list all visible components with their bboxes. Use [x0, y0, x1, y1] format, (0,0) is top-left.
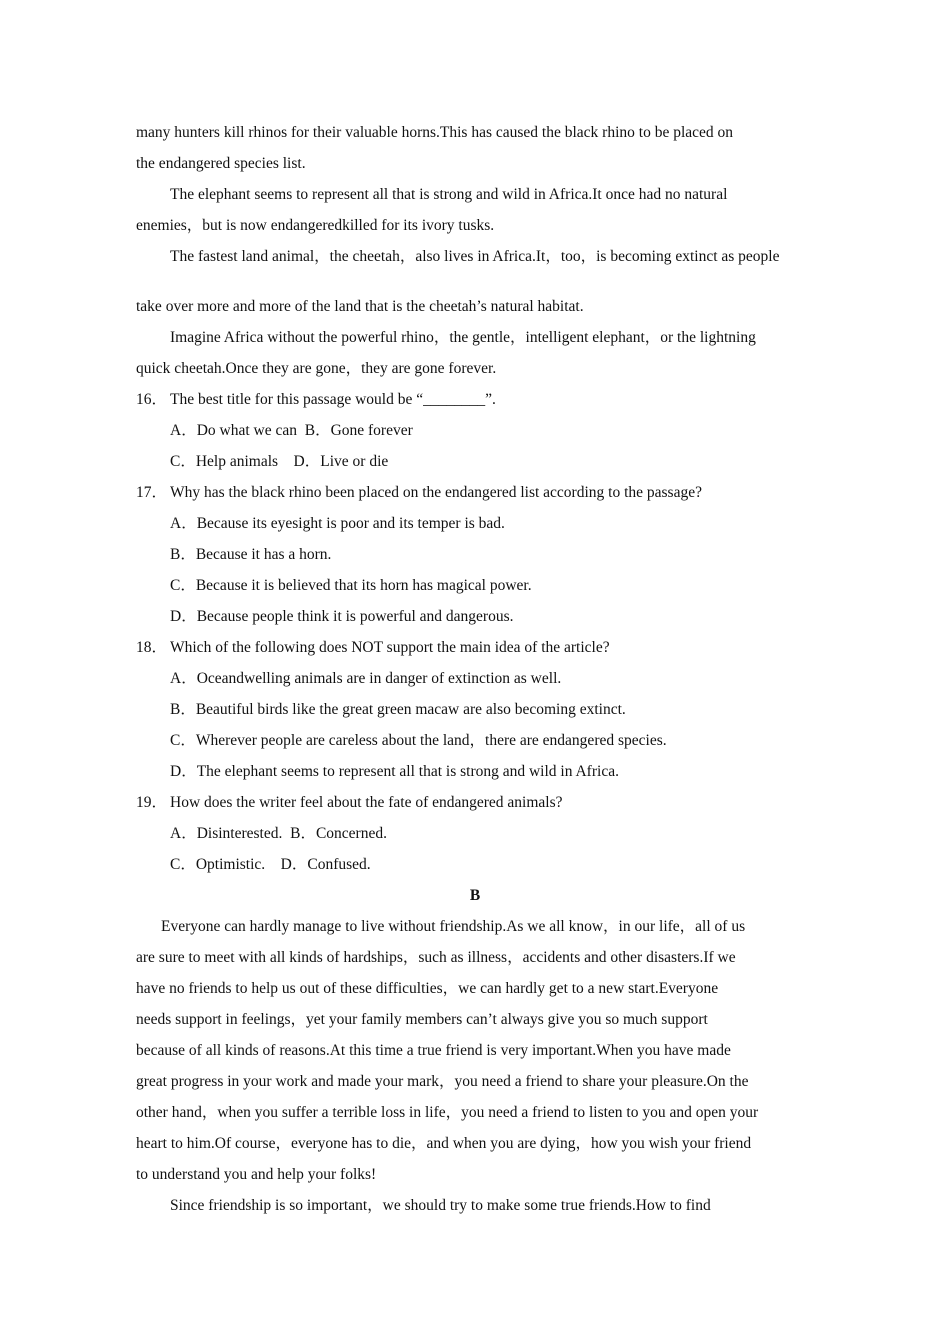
passage-b-line: needs support in feelings，yet your family members can’t always give you so much support: [136, 1011, 708, 1028]
passage-a-line: The fastest land animal，the cheetah，also lives in Africa.It，too，is becoming extinct as people: [170, 248, 780, 265]
question-option: B．Beautiful birds like the great green macaw are also becoming extinct.: [170, 701, 626, 718]
question-options-line: A．Do what we can B．Gone forever: [170, 422, 413, 439]
question-number: 16．: [136, 391, 168, 408]
passage-a-line: quick cheetah.Once they are gone，they are gone forever.: [136, 360, 497, 377]
section-heading: B: [469, 887, 481, 904]
passage-b-line: have no friends to help us out of these difficulties，we can hardly get to a new start.Everyone: [136, 980, 719, 997]
question-18: [136, 638, 610, 658]
question-option: A．Oceandwelling animals are in danger of extinction as well.: [170, 670, 562, 687]
question-option: B．Because it has a horn.: [170, 546, 332, 563]
passage-a-line: the endangered species list.: [136, 155, 306, 172]
question-number: 17．: [136, 484, 168, 501]
passage-b-line: Everyone can hardly manage to live without friendship.As we all know，in our life，all of us: [161, 918, 746, 935]
passage-b-line: great progress in your work and made your mark，you need a friend to share your pleasure.On the: [136, 1073, 749, 1090]
question-options-line: C．Help animals D．Live or die: [170, 453, 389, 470]
question-number: 18．: [136, 639, 168, 656]
question-option: D．Because people think it is powerful and dangerous.: [170, 608, 514, 625]
question-option: A．Because its eyesight is poor and its temper is bad.: [170, 515, 505, 532]
passage-b-line: heart to him.Of course，everyone has to die，and when you are dying，how you wish your friend: [136, 1135, 752, 1152]
passage-b-line: to understand you and help your folks!: [136, 1166, 377, 1183]
question-options-line: C．Optimistic. D．Confused.: [170, 856, 371, 873]
question-stem: How does the writer feel about the fate of endangered animals?: [170, 794, 563, 811]
question-17: [136, 483, 702, 503]
passage-a-line: take over more and more of the land that is the cheetah’s natural habitat.: [136, 298, 584, 315]
question-16: [136, 390, 496, 410]
passage-b-line: other hand，when you suffer a terrible loss in life，you need a friend to listen to you and open your: [136, 1104, 759, 1121]
question-stem: Which of the following does NOT support the main idea of the article?: [170, 639, 610, 656]
question-number: 19．: [136, 794, 168, 811]
question-option: C．Because it is believed that its horn has magical power.: [170, 577, 532, 594]
question-options-line: A．Disinterested. B．Concerned.: [170, 825, 387, 842]
question-19: [136, 793, 563, 813]
passage-a-line: enemies，but is now endangeredkilled for its ivory tusks.: [136, 217, 495, 234]
question-option: D．The elephant seems to represent all that is strong and wild in Africa.: [170, 763, 619, 780]
question-stem: Why has the black rhino been placed on the endangered list according to the passage?: [170, 484, 702, 501]
question-option: C．Wherever people are careless about the land，there are endangered species.: [170, 732, 667, 749]
passage-b-line: are sure to meet with all kinds of hardships，such as illness，accidents and other disasters.If we: [136, 949, 736, 966]
passage-b-line: Since friendship is so important，we should try to make some true friends.How to find: [170, 1197, 711, 1214]
question-stem: The best title for this passage would be “________”.: [170, 391, 496, 408]
passage-a-line: The elephant seems to represent all that is strong and wild in Africa.It once had no natural: [170, 186, 728, 203]
passage-a-line: many hunters kill rhinos for their valuable horns.This has caused the black rhino to be placed on: [136, 124, 734, 141]
passage-a-line: Imagine Africa without the powerful rhino，the gentle，intelligent elephant，or the lightning: [170, 329, 756, 346]
passage-b-line: because of all kinds of reasons.At this time a true friend is very important.When you have made: [136, 1042, 731, 1059]
